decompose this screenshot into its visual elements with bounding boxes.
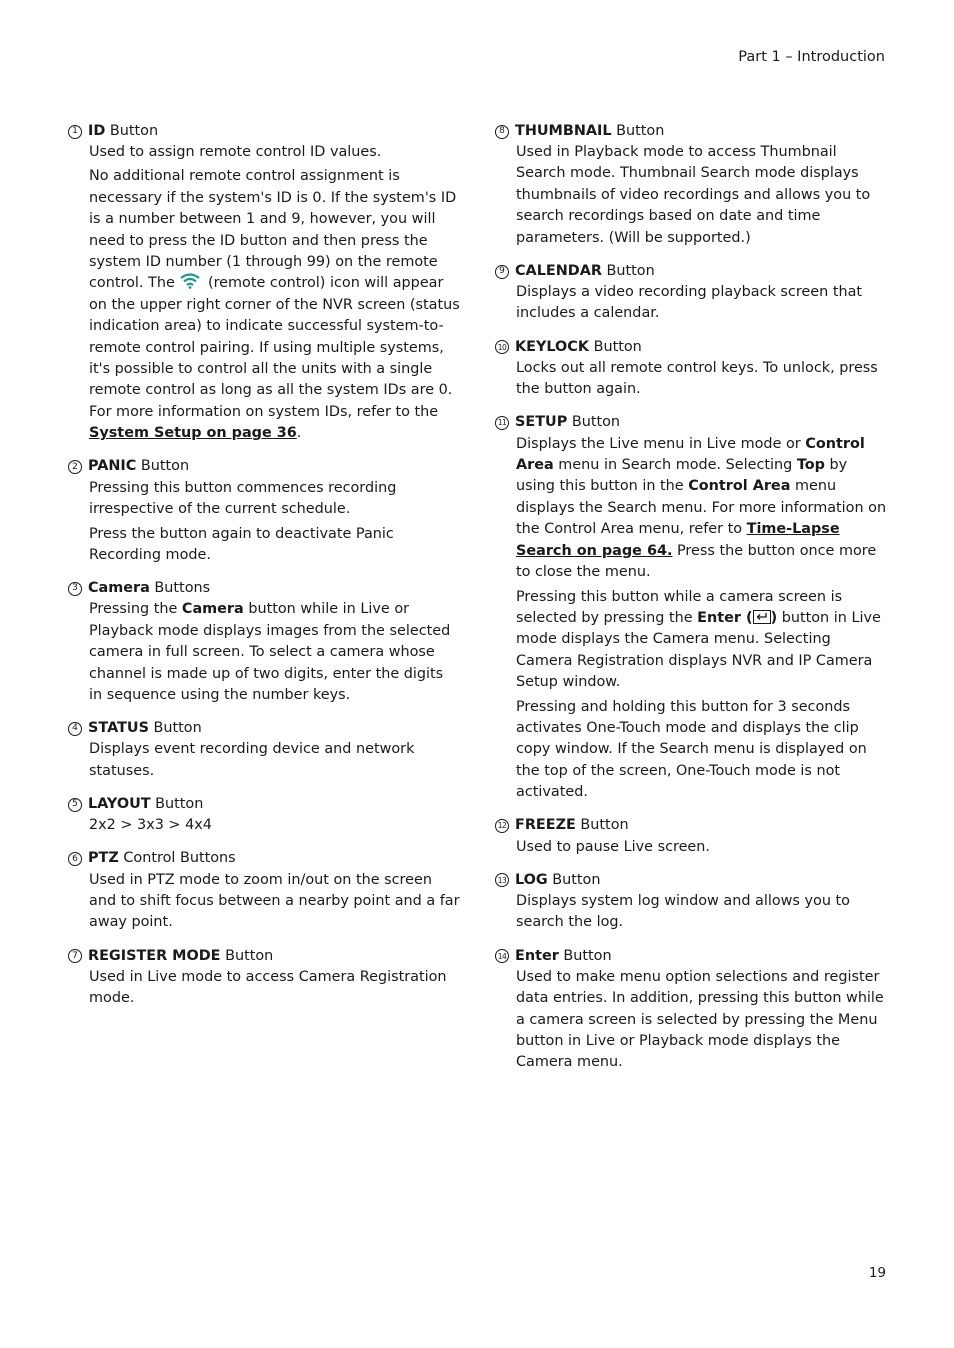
item-number: 6	[68, 852, 82, 866]
time-lapse-search-link[interactable]: Time-Lapse Search on page 64.	[516, 521, 840, 559]
item-register-mode-button	[68, 946, 460, 1010]
text-run: .	[296, 425, 302, 442]
item-title	[68, 946, 460, 967]
item-title-bold: FREEZE	[515, 817, 576, 834]
paragraph: Press the button again to deactivate Panic Recording mode.	[89, 525, 394, 563]
item-title-bold: THUMBNAIL	[515, 122, 612, 139]
text-run: Pressing the	[89, 601, 182, 618]
item-title	[495, 261, 887, 282]
item-body	[516, 967, 887, 1074]
item-freeze-button	[495, 816, 887, 858]
paragraph: Displays a video recording playback screen that includes a calendar.	[516, 284, 863, 322]
item-title-rest: Button	[589, 338, 642, 355]
item-body	[89, 870, 460, 934]
item-number: 1	[68, 125, 82, 139]
wifi-icon	[179, 273, 201, 289]
page-number: 19	[868, 1265, 886, 1281]
enter-icon	[753, 610, 771, 624]
paragraph: Used in Playback mode to access Thumbnail Search mode. Thumbnail Search mode displays thumbnails of video recordings and allows you to search recordings based on date and time parameters. (Will be supported.)	[516, 144, 871, 246]
paragraph: Used to pause Live screen.	[516, 838, 710, 855]
item-title-bold: REGISTER MODE	[88, 947, 221, 964]
item-title-bold: SETUP	[515, 414, 568, 431]
paragraph: Used to make menu option selections and register data entries. In addition, pressing this button while a camera screen is selected by pressing the Menu button in Live or Playback mode displays the Camera menu.	[516, 968, 884, 1071]
item-title-bold: LOG	[515, 871, 548, 888]
text-run-bold: Control Area	[688, 478, 791, 495]
right-column	[495, 121, 887, 1086]
item-number: 11	[495, 416, 509, 430]
item-number: 3	[68, 582, 82, 596]
item-body	[516, 358, 887, 401]
item-body	[516, 434, 887, 804]
text-run: Pressing this button while a camera screen is selected by pressing the	[516, 588, 843, 626]
item-number: 10	[495, 340, 509, 354]
item-title-rest: Button	[567, 414, 621, 431]
item-title-rest: Button	[148, 720, 202, 737]
paragraph: Used in Live mode to access Camera Registration mode.	[89, 968, 447, 1007]
item-title-rest: Button	[105, 122, 159, 139]
item-number: 7	[68, 949, 82, 963]
item-title	[495, 121, 887, 142]
item-title-rest: Button	[136, 458, 190, 475]
item-title-rest: Button	[601, 262, 655, 279]
text-run: menu in Search mode. Selecting	[553, 457, 797, 474]
text-run: button in Live mode displays the Camera menu. Selecting Camera Registration displays NVR and IP Camera Setup window.	[516, 609, 881, 691]
item-body	[89, 967, 460, 1010]
item-title	[68, 121, 460, 142]
item-id-button	[68, 121, 460, 445]
item-title	[68, 718, 460, 739]
paragraph	[89, 599, 460, 706]
item-title	[495, 870, 887, 891]
item-body	[89, 478, 460, 567]
item-number: 2	[68, 460, 82, 474]
paragraph: Locks out all remote control keys. To unlock, press the button again.	[516, 359, 878, 398]
item-ptz-control-buttons	[68, 849, 460, 934]
item-title-bold: KEYLOCK	[515, 338, 590, 355]
item-title	[68, 457, 460, 478]
item-title	[68, 794, 460, 815]
item-title-rest: Button	[611, 122, 665, 139]
text-run-bold: )	[770, 609, 778, 626]
item-calendar-button	[495, 261, 887, 325]
item-title-bold: STATUS	[88, 720, 149, 737]
text-run: (remote control) icon will appear on the upper right corner of the NVR screen (status indication area) to indicate successful system-to-remote control pairing. If using multiple systems, it's possible to control all the units with a single remote control as long as all the system IDs are 0. For more information on system IDs, refer to the	[89, 275, 460, 420]
text-run: Press the button once more to close the menu.	[516, 542, 877, 581]
paragraph	[89, 166, 460, 444]
paragraph: Displays system log window and allows you to search the log.	[516, 892, 850, 931]
item-title	[68, 578, 460, 599]
paragraph: Used in PTZ mode to zoom in/out on the screen and to shift focus between a nearby point and a far away point.	[89, 871, 460, 931]
item-title-rest: Button	[547, 871, 601, 888]
text-run-bold: Enter (	[697, 609, 753, 626]
item-body	[516, 837, 887, 858]
item-title-rest: Buttons	[149, 580, 211, 597]
item-body	[89, 142, 460, 445]
item-number: 4	[68, 722, 82, 736]
item-title-rest: Button	[220, 947, 274, 964]
item-title-bold: ID	[88, 122, 106, 139]
system-setup-link[interactable]: System Setup on page 36	[89, 425, 297, 442]
item-setup-button	[495, 413, 887, 804]
item-title-rest: Button	[558, 947, 612, 964]
text-run: Displays the Live menu in Live mode or	[516, 435, 806, 452]
item-title	[495, 413, 887, 434]
item-title-rest: Button	[150, 795, 204, 812]
item-body	[516, 891, 887, 934]
left-column	[68, 121, 460, 1022]
paragraph	[516, 434, 887, 584]
item-title-rest: Button	[575, 817, 629, 834]
text-run-bold: Top	[796, 457, 825, 474]
item-number: 9	[495, 265, 509, 279]
item-title-bold: CALENDAR	[515, 262, 602, 279]
item-number: 14	[495, 949, 509, 963]
paragraph: Pressing and holding this button for 3 seconds activates One-Touch mode and displays the clip copy window. If the Search menu is displayed on the top of the screen, One-Touch mode is not activated.	[516, 698, 867, 801]
item-keylock-button	[495, 337, 887, 401]
text-run-bold: Control Area	[516, 435, 865, 474]
item-thumbnail-button	[495, 121, 887, 249]
item-body	[89, 739, 460, 782]
item-camera-buttons	[68, 578, 460, 706]
item-number: 5	[68, 798, 82, 812]
item-title-bold: Camera	[88, 580, 150, 597]
item-number: 13	[495, 873, 509, 887]
item-title-bold: PANIC	[88, 458, 137, 475]
text-run: No additional remote control assignment is necessary if the system's ID is 0. If the system's ID is a number between 1 and 9, however, you will need to press the ID button and then press the system ID number (1 through 99) on the remote control. The	[89, 168, 457, 292]
text-run: menu displays the Search menu. For more information on the Control Area menu, refer to	[516, 478, 887, 538]
paragraph: 2x2 > 3x3 > 4x4	[89, 817, 212, 834]
item-enter-button	[495, 946, 887, 1074]
item-body	[516, 282, 887, 325]
text-run: by using this button in the	[516, 457, 848, 495]
item-title-bold: Enter	[515, 947, 559, 964]
paragraph: Used to assign remote control ID values.	[89, 144, 382, 160]
item-layout-button	[68, 794, 460, 836]
item-body	[89, 815, 460, 836]
item-number: 12	[495, 819, 509, 833]
text-run-bold: Camera	[181, 601, 244, 618]
item-panic-button	[68, 457, 460, 567]
item-body	[89, 599, 460, 706]
item-body	[516, 142, 887, 249]
item-title	[495, 946, 887, 967]
item-number: 8	[495, 125, 509, 139]
item-log-button	[495, 870, 887, 934]
paragraph: Pressing this button commences recording irrespective of the current schedule.	[89, 479, 397, 518]
item-title-bold: LAYOUT	[88, 795, 151, 812]
text-run: button while in Live or Playback mode displays images from the selected camera in full screen. To select a camera whose channel is made up of two digits, enter the digits in sequence using the number keys.	[89, 601, 451, 703]
paragraph: Displays event recording device and network statuses.	[89, 741, 415, 779]
page-header: Part 1 – Introduction	[738, 49, 885, 65]
item-title-bold: PTZ	[88, 850, 119, 867]
item-title	[495, 337, 887, 358]
item-status-button	[68, 718, 460, 782]
paragraph	[516, 587, 887, 694]
item-title-rest: Control Buttons	[118, 850, 236, 867]
item-title	[68, 849, 460, 870]
item-title	[495, 816, 887, 837]
